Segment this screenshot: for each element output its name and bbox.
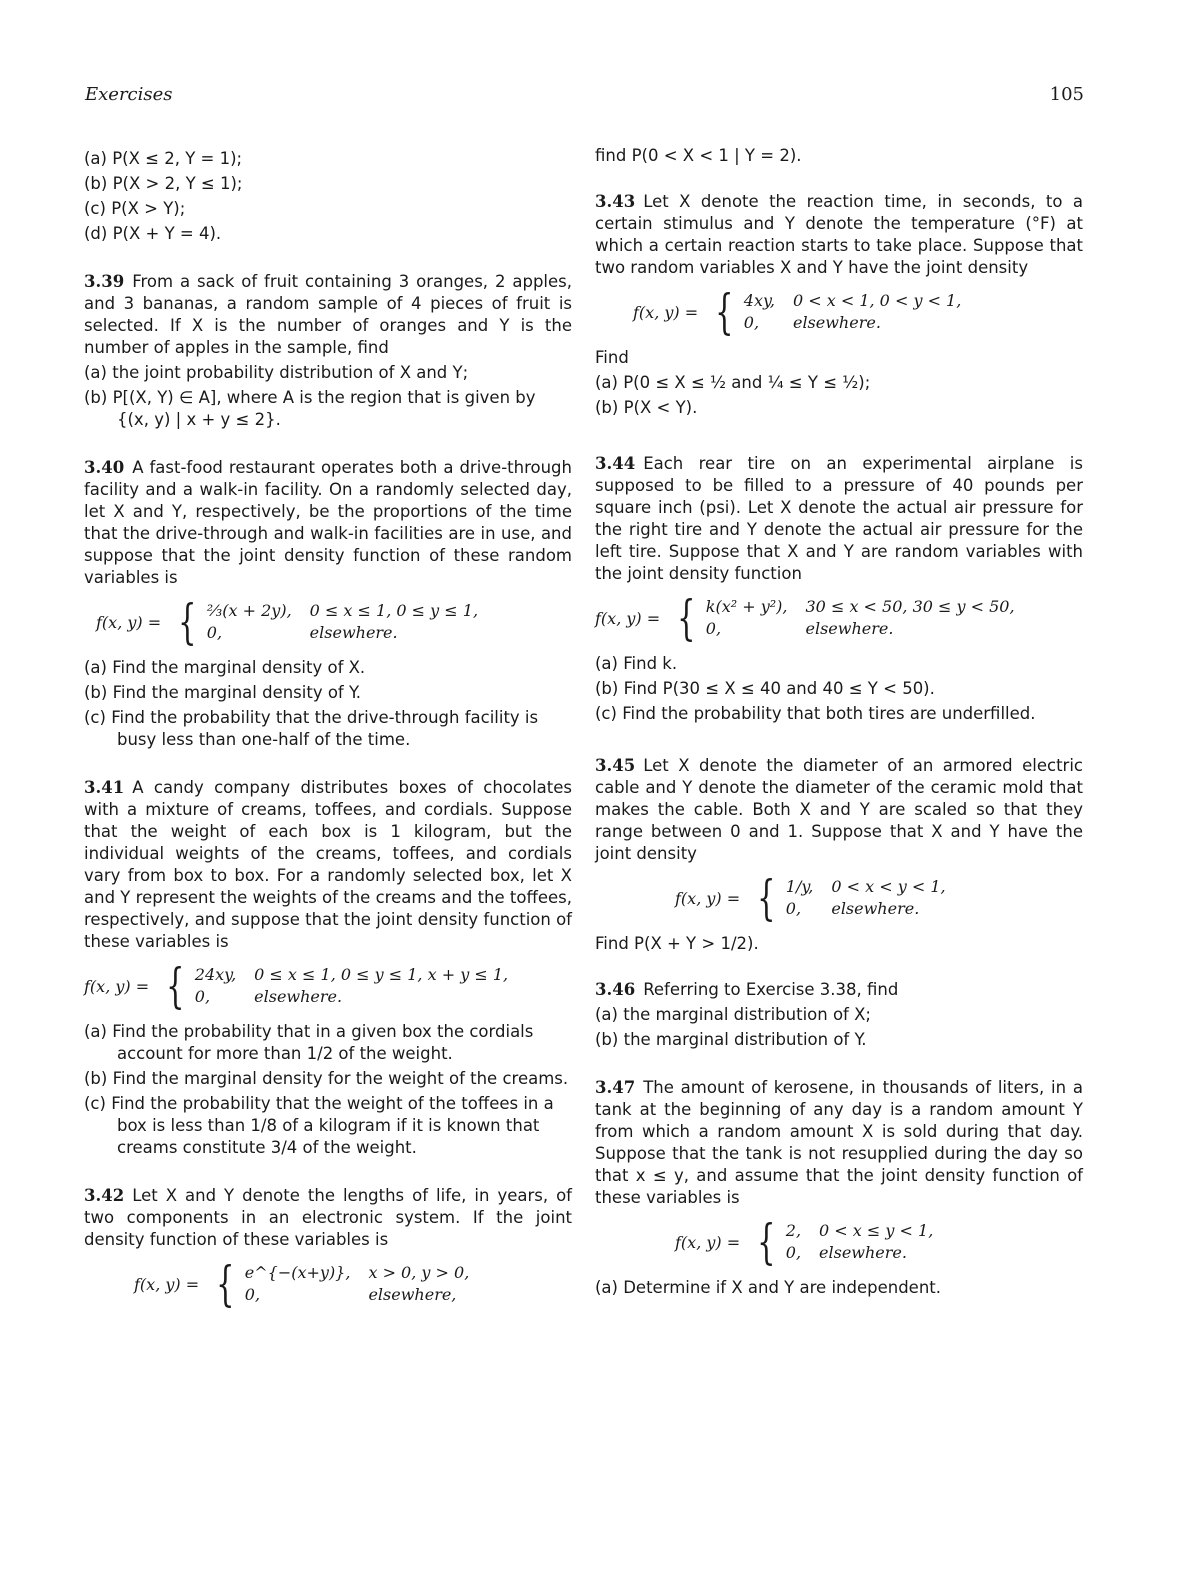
exercise-text: 3.41 A candy company distributes boxes of chocolates with a mixture of creams, toffees, and cordials. Suppose that the weight of each box is 1 kilogram, but the individual weights of the creams, toffees, and cordials vary from box to box. For a randomly selected box, let X and Y represent the weights of the creams and the toffees, respectively, and suppose that the joint density function of these variables is [84,778,572,951]
exercise-number: 3.47 [595,1078,636,1097]
list-item: (b) Find the marginal density of Y. [84,683,361,702]
list-item: (b) Find the marginal density for the weight of the creams. [84,1069,569,1088]
exercise-text: find P(0 < X < 1 | Y = 2). [595,146,802,165]
list-item: (c) Find the probability that the drive-through facility is busy less than one-half of the time. [84,708,539,749]
list-item: (c) P(X > Y); [84,199,186,218]
exercise-text: 3.45 Let X denote the diameter of an armored electric cable and Y denote the diameter of the ceramic mold that makes the cable. Both X and Y are scaled so that they range between 0 and 1. Suppose that X and Y have the joint density [595,756,1083,863]
exercise-3-38-continued [84,148,572,245]
exercise-3-45 [595,755,1083,955]
exercise-text: 3.46 Referring to Exercise 3.38, find [595,980,899,999]
list-item: (c) Find the probability that both tires are underfilled. [595,704,1036,723]
exercise-number: 3.39 [84,272,125,291]
list-item: (a) Find the marginal density of X. [84,658,366,677]
exercise-text: 3.43 Let X denote the reaction time, in seconds, to a certain stimulus and Y denote the temperature (°F) at which a certain reaction starts to take place. Suppose that two random variables X and Y have the joint density [595,192,1083,277]
exercise-text: 3.42 Let X and Y denote the lengths of life, in years, of two components in an electronic system. If the joint density function of these variables is [84,1186,572,1249]
exercise-3-43 [595,191,1083,419]
exercise-number: 3.41 [84,778,125,797]
exercise-number: 3.44 [595,454,636,473]
list-item: (b) P[(X, Y) ∈ A], where A is the region that is given by {(x, y) | x + y ≤ 2}. [84,388,536,429]
running-header: Exercises [85,84,173,105]
exercise-number: 3.40 [84,458,125,477]
exercise-number: 3.46 [595,980,636,999]
exercise-number: 3.43 [595,192,636,211]
exercise-3-39 [84,271,572,431]
density-formula: f(x, y) = { 1/y, 0 < x < y < 1, 0, elsewhere. [675,870,946,926]
exercise-3-42-continued [595,145,1083,167]
density-formula: f(x, y) = { ⅔(x + 2y), 0 ≤ x ≤ 1, 0 ≤ y ≤ 1, 0, elsewhere. [96,594,479,650]
list-item: (d) P(X + Y = 4). [84,224,222,243]
list-item: (a) the marginal distribution of X; [595,1005,871,1024]
density-formula: f(x, y) = { k(x² + y²), 30 ≤ x < 50, 30 ≤ y < 50, 0, elsewhere. [595,590,1015,646]
list-item: (b) P(X < Y). [595,398,698,417]
exercise-3-40 [84,457,572,751]
right-column [595,145,1083,1319]
exercise-3-41 [84,777,572,1159]
exercise-text: 3.39 From a sack of fruit containing 3 oranges, 2 apples, and 3 bananas, a random sample of 4 pieces of fruit is selected. If X is the number of oranges and Y is the number of apples in the sample, find [84,272,572,357]
density-formula: f(x, y) = { 24xy, 0 ≤ x ≤ 1, 0 ≤ y ≤ 1, x + y ≤ 1, 0, elsewhere. [84,958,509,1014]
exercise-text: 3.44 Each rear tire on an experimental airplane is supposed to be filled to a pressure of 40 pounds per square inch (psi). Let X denote the actual air pressure for the right tire and Y denote the actual air pressure for the left tire. Suppose that X and Y are random variables with the joint density function [595,454,1083,583]
list-item: (b) P(X > 2, Y ≤ 1); [84,174,243,193]
density-formula: f(x, y) = { 2, 0 < x ≤ y < 1, 0, elsewhere. [675,1214,934,1270]
list-item: (b) Find P(30 ≤ X ≤ 40 and 40 ≤ Y < 50). [595,679,935,698]
list-item: (b) the marginal distribution of Y. [595,1030,867,1049]
exercise-3-47 [595,1077,1083,1299]
page-number: 105 [1049,84,1084,105]
list-item: (a) Find k. [595,654,678,673]
exercise-text: 3.47 The amount of kerosene, in thousands of liters, in a tank at the beginning of any day is a random amount Y from which a random amount X is sold during that day. Suppose that the tank is not resupplied during the day so that x ≤ y, and assume that the joint density function of these variables is [595,1078,1083,1207]
list-item: (a) P(0 ≤ X ≤ ½ and ¼ ≤ Y ≤ ½); [595,373,871,392]
exercise-3-46 [595,979,1083,1051]
exercise-3-44 [595,453,1083,725]
list-item: (c) Find the probability that the weight of the toffees in a box is less than 1/8 of a kilogram if it is known that creams constitute 3/4 of the weight. [84,1094,554,1157]
exercise-text: Find P(X + Y > 1/2). [595,934,759,953]
exercise-text: 3.40 A fast-food restaurant operates both a drive-through facility and a walk-in facility. On a randomly selected day, let X and Y, respectively, be the proportions of the time that the drive-through and walk-in facilities are in use, and suppose that the joint density function of these random variables is [84,458,572,587]
left-column [84,145,572,1325]
density-formula: f(x, y) = { e^{−(x+y)}, x > 0, y > 0, 0, elsewhere, [134,1256,470,1312]
density-formula: f(x, y) = { 4xy, 0 < x < 1, 0 < y < 1, 0, elsewhere. [633,284,962,340]
exercise-number: 3.42 [84,1186,125,1205]
exercise-number: 3.45 [595,756,636,775]
exercise-3-42 [84,1185,572,1312]
exercise-text: Find [595,348,629,367]
list-item: (a) Find the probability that in a given box the cordials account for more than 1/2 of the weight. [84,1022,534,1063]
list-item: (a) the joint probability distribution of X and Y; [84,363,469,382]
list-item: (a) Determine if X and Y are independent. [595,1278,941,1297]
list-item: (a) P(X ≤ 2, Y = 1); [84,149,243,168]
